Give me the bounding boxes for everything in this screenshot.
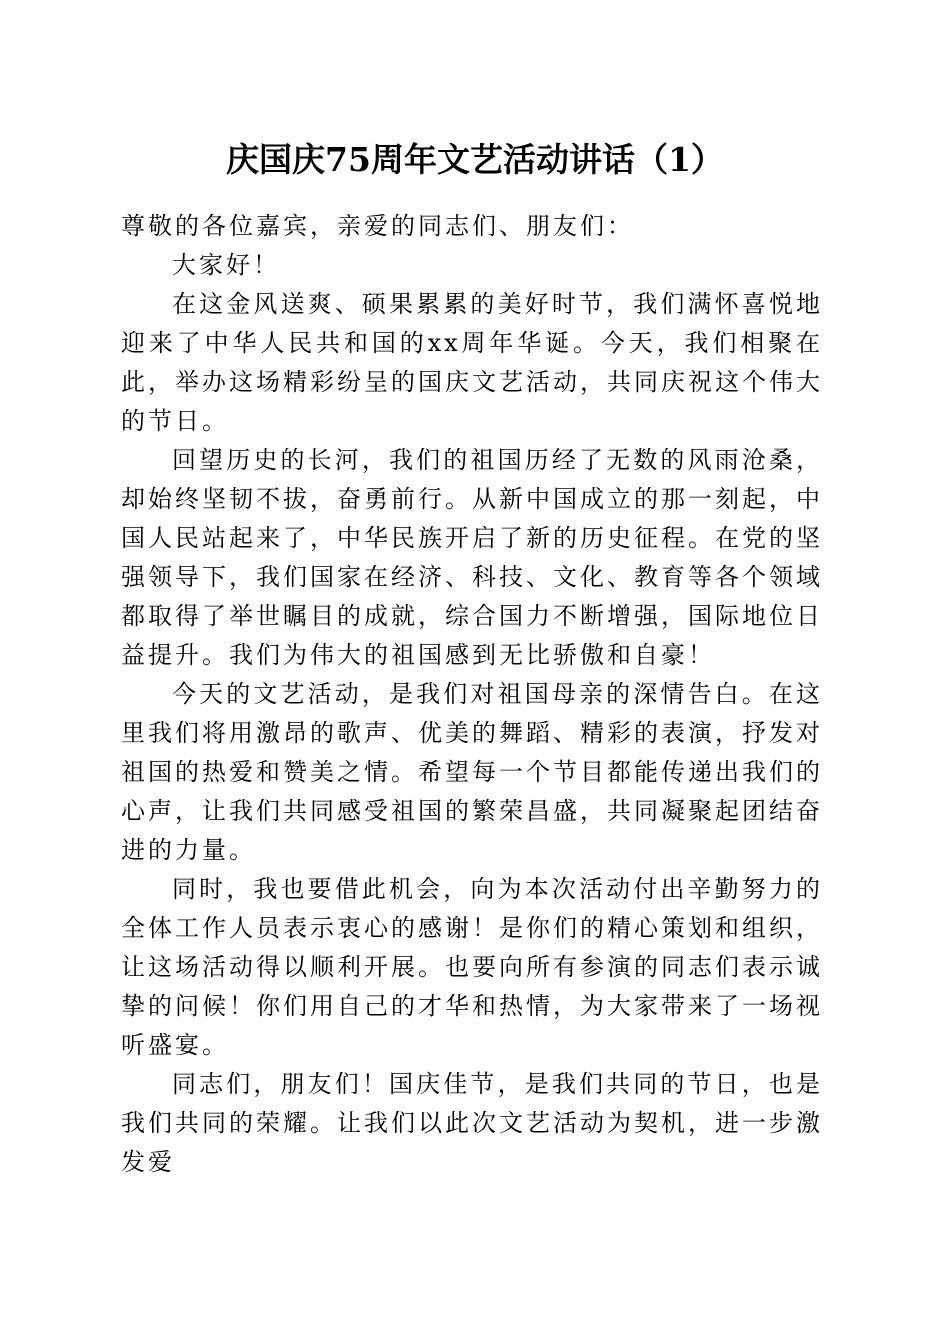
paragraph-greeting: 大家好！ <box>172 251 280 279</box>
paragraph-activity: 今天的文艺活动，是我们对祖国母亲的深情告白。在这里我们将用激昂的歌声、优美的舞蹈、精彩的表演，抒发对祖国的热爱和赞美之情。希望每一个节目都能传递出我们的心声，让我们共同感受祖国的繁荣昌盛，共同凝聚起团结奋进的力量。 <box>121 680 823 864</box>
paragraph-opening: 在这金风送爽、硕果累累的美好时节，我们满怀喜悦地迎来了中华人民共和国的xx周年华诞。今天，我们相聚在此，举办这场精彩纷呈的国庆文艺活动，共同庆祝这个伟大的节日。 <box>121 290 823 435</box>
document-body <box>121 207 823 1182</box>
paragraph-thanks: 同时，我也要借此机会，向为本次活动付出辛勤努力的全体工作人员表示衷心的感谢！是你们的精心策划和组织，让这场活动得以顺利开展。也要向所有参演的同志们表示诚挚的问候！你们用自己的才华和热情，为大家带来了一场视听盛宴。 <box>121 875 823 1059</box>
paragraph-closing: 同志们，朋友们！国庆佳节，是我们共同的节日，也是我们共同的荣耀。让我们以此次文艺活动为契机，进一步激发爱 <box>121 1070 823 1176</box>
salutation: 尊敬的各位嘉宾，亲爱的同志们、朋友们： <box>121 212 634 240</box>
paragraph-history: 回望历史的长河，我们的祖国历经了无数的风雨沧桑，却始终坚韧不拔，奋勇前行。从新中国成立的那一刻起，中国人民站起来了，中华民族开启了新的历史征程。在党的坚强领导下，我们国家在经济、科技、文化、教育等各个领域都取得了举世瞩目的成就，综合国力不断增强，国际地位日益提升。我们为伟大的祖国感到无比骄傲和自豪！ <box>121 446 823 669</box>
document-title: 庆国庆75周年文艺活动讲话（1） <box>226 140 724 179</box>
